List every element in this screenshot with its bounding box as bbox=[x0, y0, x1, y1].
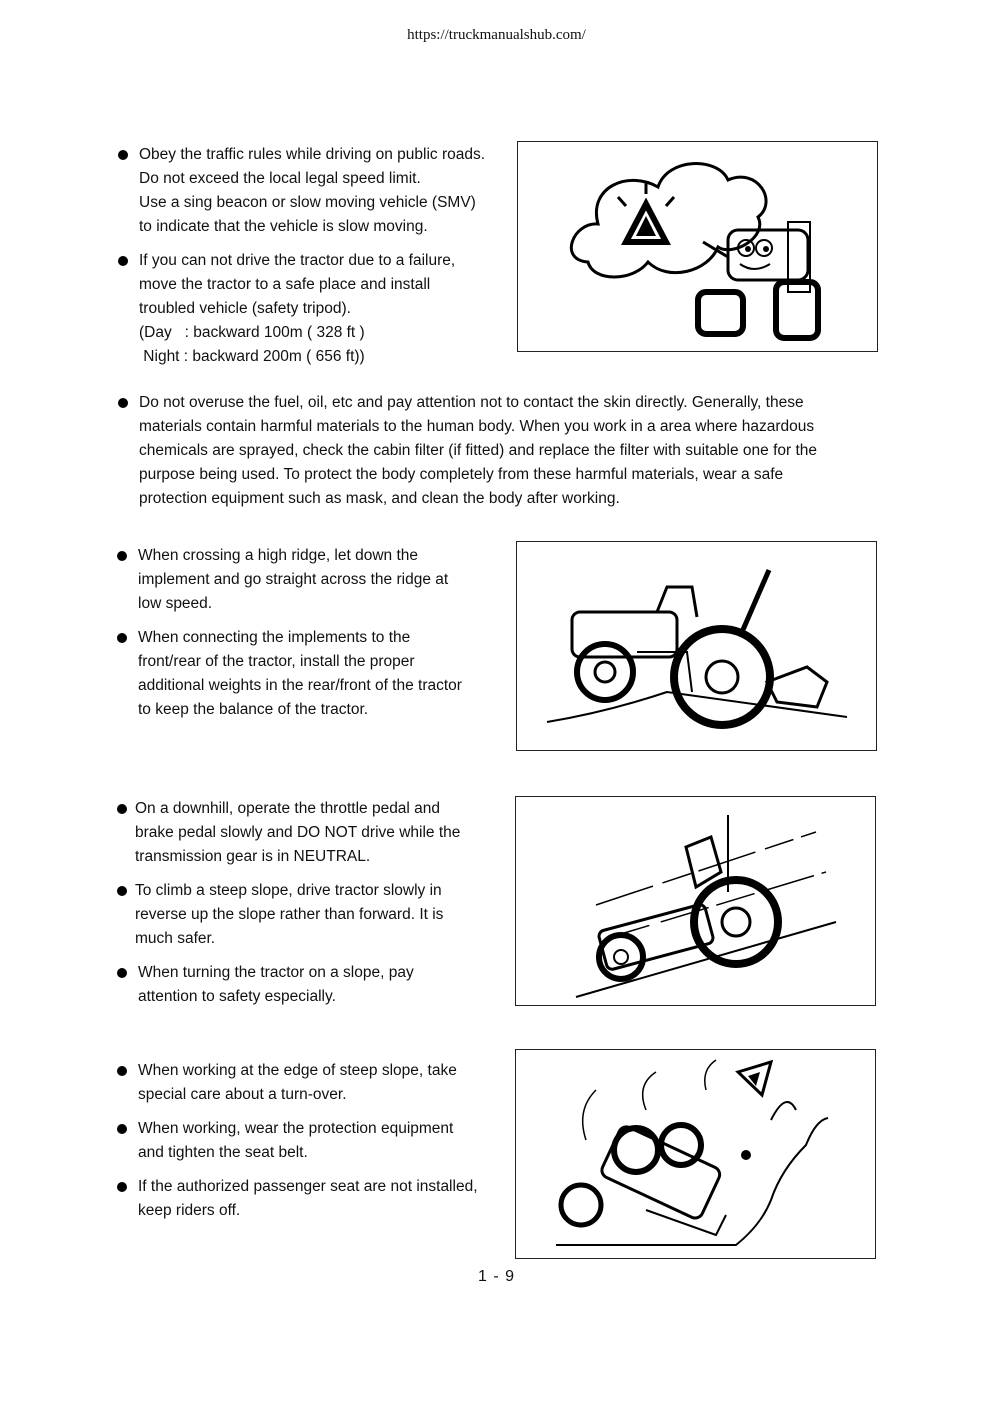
illustration-tractor-on-slope bbox=[515, 796, 876, 1006]
warning-triangle-tractor-drawing bbox=[518, 142, 877, 351]
bullet-icon bbox=[118, 150, 128, 160]
bullet-icon bbox=[118, 398, 128, 408]
section-slopes bbox=[117, 797, 507, 1009]
bullet-icon bbox=[117, 633, 127, 643]
bullet-downhill: On a downhill, operate the throttle pedal and brake pedal slowly and DO NOT drive while the transmission gear is in NEUTRAL. bbox=[117, 797, 507, 869]
page-number: 1 - 9 bbox=[477, 1268, 515, 1285]
section-traffic-rules bbox=[115, 143, 515, 369]
bullet-keep-riders-off: If the authorized passenger seat are not installed, keep riders off. bbox=[114, 1175, 514, 1223]
tractor-turnover-drawing bbox=[516, 1050, 875, 1258]
bullet-high-ridge: When crossing a high ridge, let down the implement and go straight across the ridge at low speed. bbox=[114, 544, 504, 616]
bullet-icon bbox=[117, 1066, 127, 1076]
bullet-icon bbox=[117, 804, 127, 814]
tractor-on-slope-drawing bbox=[516, 797, 875, 1005]
section-fuel-oil bbox=[115, 391, 885, 511]
bullet-icon bbox=[117, 1182, 127, 1192]
bullet-edge-steep-slope: When working at the edge of steep slope, take special care about a turn-over. bbox=[114, 1059, 514, 1107]
source-url: https://truckmanualshub.com/ bbox=[407, 27, 586, 43]
bullet-icon bbox=[118, 256, 128, 266]
bullet-icon bbox=[117, 551, 127, 561]
bullet-failure-tripod: If you can not drive the tractor due to a failure, move the tractor to a safe place and install troubled vehicle (safety tripod). (Day : backward 100m ( 328 ft ) Night : backward 200m ( 656 ft)) bbox=[115, 249, 515, 369]
illustration-tractor-crossing-ridge bbox=[516, 541, 877, 751]
bullet-icon bbox=[117, 1124, 127, 1134]
bullet-icon bbox=[117, 968, 127, 978]
bullet-icon bbox=[117, 886, 127, 896]
bullet-turning-on-slope: When turning the tractor on a slope, pay attention to safety especially. bbox=[114, 961, 507, 1009]
section-ridge-implements bbox=[114, 544, 504, 722]
bullet-traffic-rules: Obey the traffic rules while driving on public roads. Do not exceed the local legal speed limit. Use a sing beacon or slow moving vehicle (SMV) to indicate that the vehicle is slow moving. bbox=[115, 143, 515, 239]
bullet-protection-seatbelt: When working, wear the protection equipment and tighten the seat belt. bbox=[114, 1117, 514, 1165]
bullet-fuel-oil-harmful: Do not overuse the fuel, oil, etc and pay attention not to contact the skin directly. Generally, these materials contain harmful materials to the human body. When you work in a area where hazardous chemicals are sprayed, check the cabin filter (if fitted) and replace the filter with suitable one for the purpose being used. To protect the body completely from these harmful materials, wear a safe protection equipment such as mask, and clean the body after working. bbox=[115, 391, 885, 511]
illustration-tractor-turnover bbox=[515, 1049, 876, 1259]
bullet-climb-steep-slope: To climb a steep slope, drive tractor slowly in reverse up the slope rather than forward. It is much safer. bbox=[117, 879, 507, 951]
illustration-warning-triangle-tractor bbox=[517, 141, 878, 352]
bullet-implements-weights: When connecting the implements to the front/rear of the tractor, install the proper additional weights in the rear/front of the tractor to keep the balance of the tractor. bbox=[114, 626, 504, 722]
section-edge-seatbelt-riders bbox=[114, 1059, 514, 1223]
tractor-crossing-ridge-drawing bbox=[517, 542, 876, 750]
